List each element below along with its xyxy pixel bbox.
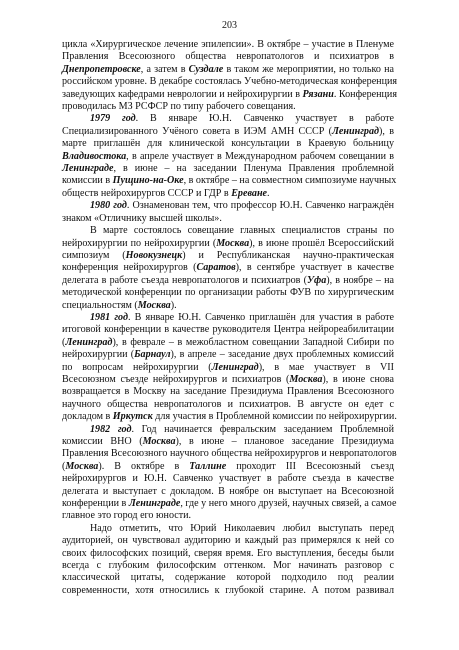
emphasis-text: Саратов (196, 262, 236, 274)
emphasis-text: 1980 год (90, 200, 127, 212)
text-line (62, 262, 394, 274)
text-run: делегата в работе съезда невропатологов и психиатров ( (62, 274, 307, 286)
text-line (62, 64, 394, 76)
text-run: специальностям ( (62, 299, 138, 311)
text-line (62, 461, 394, 473)
emphasis-text: 1981 год (90, 311, 128, 323)
text-line (62, 362, 394, 374)
emphasis-text: Москва (137, 299, 171, 311)
text-run: классической цитаты, содержание которой подходило под реалии (62, 572, 394, 584)
text-run: ( (62, 336, 66, 348)
text-line (62, 473, 394, 485)
page-number: 203 (222, 20, 237, 31)
emphasis-text: Москва (142, 436, 176, 447)
text-line (62, 411, 397, 423)
text-run: проводилась МЗ РСФСР по типу рабочего совещания. (62, 101, 296, 113)
text-run: . В январе Ю.Н. Савченко приглашён для участия в работе (127, 311, 394, 323)
text-run: делегата и выступает с докладом. В ноябре он выступает на Всесоюзной (62, 485, 394, 497)
text-line (62, 39, 394, 51)
text-line (62, 51, 394, 63)
text-run: , в октябре – на совместном симпозиуме научных (183, 175, 397, 187)
text-line (62, 88, 397, 101)
text-run: ), в июне прошёл Всероссийский (249, 237, 394, 249)
emphasis-text: Ленинград (211, 361, 259, 373)
text-run: . Ознаменован тем, что профессор Ю.Н. Савченко награждён (126, 200, 394, 212)
text-run: . Год начинается февральским заседанием Проблемной (131, 423, 394, 435)
text-run: знаком «Отличнику высшей школы». (62, 212, 222, 224)
text-run: комиссии в (62, 175, 113, 187)
text-line (62, 200, 394, 212)
text-line (62, 250, 394, 262)
text-run: комиссии ВНО ( (62, 436, 143, 447)
emphasis-text: Барнаул (134, 349, 171, 361)
text-run: возвращается в Москву на заседание Президиума Правления Всесоюзного (62, 386, 394, 398)
emphasis-text: Новокузнецк (125, 249, 183, 261)
text-run: ( (62, 460, 66, 472)
text-run: заведующих кафедрами неврологии и нейрохирургии в (62, 88, 303, 100)
text-run: , а затем в (140, 63, 189, 75)
text-run: конференции в (62, 498, 129, 510)
text-run: ). В октябре в (98, 460, 190, 472)
text-run: ). (170, 299, 177, 311)
text-run: цикла «Хирургическое лечение эпилепсии». В октябре – участие в Пленуме (62, 39, 394, 50)
text-run: проходит III Всесоюзный съезд (226, 460, 394, 472)
text-run: ) и Республиканская научно-практическая (182, 249, 394, 261)
text-line (62, 151, 394, 163)
text-run: итоговой конференции в качестве руководителя Центра нейрореабилитации (62, 324, 394, 336)
text-line (62, 386, 394, 398)
text-line (62, 572, 394, 584)
text-line (62, 498, 397, 510)
emphasis-text: 1982 год (90, 423, 132, 435)
text-line (62, 523, 394, 535)
text-line (62, 213, 394, 225)
emphasis-text: Иркутск (112, 411, 153, 423)
text-run: Правления Всесоюзного общества невропатологов и психиатров в (62, 51, 394, 63)
text-run: своих философских позиций, сверяя время. Его выступления, беседы были (62, 547, 394, 559)
text-run: . (267, 187, 270, 199)
text-run: . Конференция (333, 88, 397, 100)
text-run: . В январе Ю.Н. Савченко участвует в работе (135, 113, 394, 125)
text-run: нейрохирургии ( (62, 349, 135, 361)
emphasis-text: Уфа (306, 274, 327, 286)
text-line (62, 448, 397, 460)
text-run: Специализированного Учёного совета в ИЭМ АМН СССР ( (62, 125, 332, 137)
text-line (62, 486, 394, 498)
text-line (62, 374, 394, 386)
text-run: , в июне – на заседании Пленума Правления проблемной (113, 163, 394, 175)
text-run: Правления Всесоюзного научного общества нейрохирургов и невропатологов (62, 448, 397, 460)
text-line (62, 349, 394, 361)
text-line (62, 399, 394, 411)
text-run: нейрохирургов и Ю.Н. Савченко участвует в работе съезда в качестве (62, 473, 394, 485)
text-line (62, 324, 394, 336)
emphasis-text: Ленинграде (128, 498, 181, 510)
emphasis-text: Таллине (189, 460, 227, 472)
text-line (62, 337, 394, 349)
text-run: симпозиум ( (62, 249, 126, 261)
text-run: докладом в (62, 411, 113, 423)
text-run: российском уровне. В декабре состоялась Учебно-методическая конференция (62, 76, 398, 88)
emphasis-text: Владивостока (62, 150, 127, 162)
text-line (62, 436, 394, 448)
text-line (62, 424, 394, 436)
text-line (62, 287, 394, 299)
text-run: научного общества невропатологов и психиатров. В августе он едет с (62, 398, 394, 410)
text-run: по вопросам нейрохирургии ( (62, 361, 212, 373)
text-line (62, 585, 394, 597)
text-line (62, 275, 394, 287)
text-line (62, 101, 394, 113)
text-run: обществ нейрохирургов СССР и ГДР в (62, 187, 232, 199)
text-run: ), в июне – плановое заседание Президиума (175, 436, 394, 447)
text-run: ), в ноябре – на (326, 274, 394, 286)
text-line (62, 76, 398, 88)
text-run: , в апреле участвует в Международном рабочем совещании в (126, 150, 394, 162)
emphasis-text: Москва (65, 460, 99, 472)
text-line (62, 138, 394, 150)
text-line (62, 225, 394, 237)
text-line (62, 175, 397, 187)
text-line (62, 113, 394, 125)
emphasis-text: Днепропетровске (62, 63, 141, 75)
emphasis-text: Ленинград (65, 336, 113, 348)
text-run: В марте состоялось совещание главных специалистов страны по (90, 225, 394, 237)
emphasis-text: Пущино-на-Оке (112, 175, 184, 187)
text-line (62, 163, 394, 175)
text-run: всегда с глубоким философским оттенком. Мог начинать разговор с (62, 560, 394, 572)
emphasis-text: Ленинград (331, 125, 380, 137)
text-line (62, 126, 394, 138)
text-run: аудиторией, он чувствовал аудиторию и каждый раз примерялся к ней со (62, 535, 394, 547)
text-run: Всесоюзном съезде нейрохирургов и психиатров ( (62, 373, 290, 385)
emphasis-text: Ленинграде (62, 163, 114, 175)
text-run: современности, хотя относились к глубокой старине. А потом развивал (62, 584, 394, 596)
text-run: ), в июне снова (322, 373, 395, 385)
text-run: ), в апреле – заседание двух проблемных комиссий (170, 349, 394, 361)
text-line (62, 312, 394, 324)
text-run: , где у него много друзей, научных связей, а самое (180, 498, 397, 510)
text-run: методической конференции по организации работы ФУВ по хирургическим (62, 287, 394, 299)
emphasis-text: Суздале (188, 63, 224, 75)
text-line (62, 560, 394, 572)
emphasis-text: Ереване (231, 187, 268, 199)
text-line (62, 238, 394, 250)
text-run: главное это город его юности. (62, 510, 192, 522)
emphasis-text: Москва (289, 373, 323, 385)
text-run: в таком же мероприятии, но только на (223, 63, 394, 75)
text-run: ), в сентябре участвует в качестве (235, 262, 394, 274)
text-line (62, 300, 394, 312)
text-line (62, 548, 394, 560)
text-run: для участия в Проблемной комиссии по нейрохирургии. (152, 411, 397, 423)
text-run: марте приглашён для клинической консультации в Краевую больницу (62, 138, 394, 150)
text-line (62, 535, 394, 547)
emphasis-text: Москва (216, 237, 250, 249)
text-line (62, 188, 394, 200)
emphasis-text: 1979 год (90, 113, 136, 125)
text-line (62, 510, 394, 522)
text-run: ), в феврале – в межобластном совещании Западной Сибири по (112, 336, 394, 348)
body-text (62, 39, 398, 597)
text-run: ), в мае участвует в VII (258, 361, 394, 373)
emphasis-text: Рязани (302, 88, 334, 100)
text-run: нейрохирургии по нейрохирургии ( (62, 237, 217, 249)
text-run: конференция нейрохирургов ( (62, 262, 197, 274)
text-run: Надо отметить, что Юрий Николаевич любил выступать перед (90, 522, 394, 534)
text-run: ), в (379, 125, 394, 137)
